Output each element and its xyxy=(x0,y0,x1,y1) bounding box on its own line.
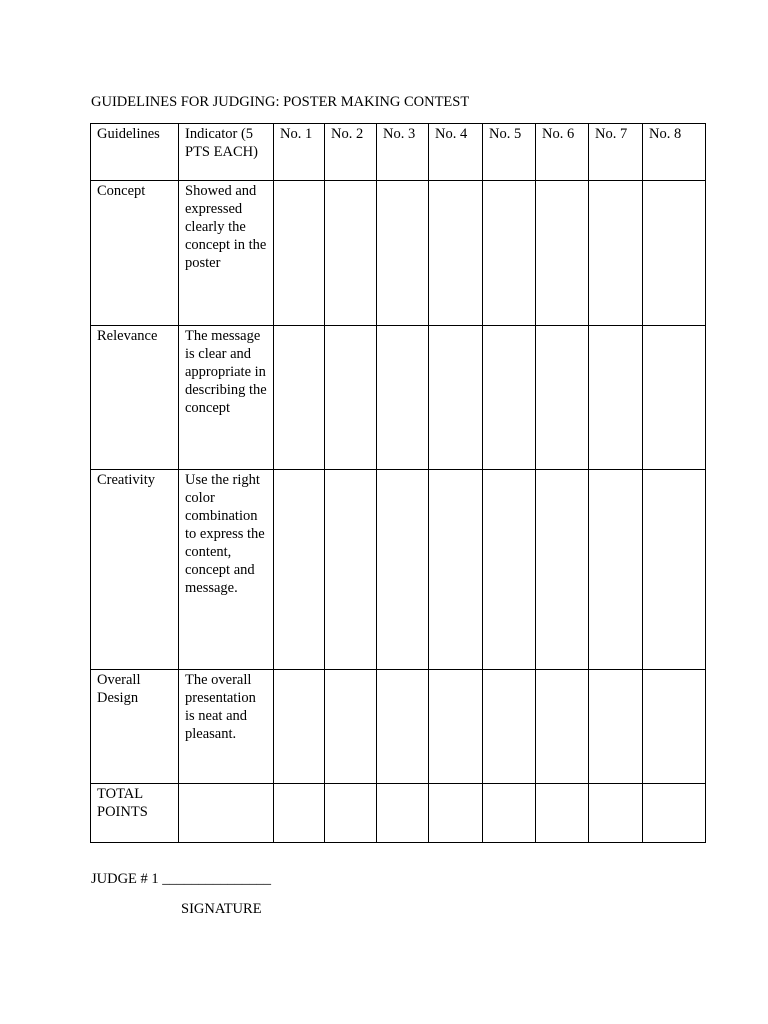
indicator-cell: Showed and expressed clearly the concept in the poster xyxy=(179,181,274,326)
score-cell[interactable] xyxy=(643,470,706,670)
header-entry-3: No. 3 xyxy=(377,124,429,181)
score-cell[interactable] xyxy=(377,181,429,326)
judge-signature-line: JUDGE # 1 _______________ xyxy=(91,871,272,887)
score-cell[interactable] xyxy=(274,670,325,784)
score-cell[interactable] xyxy=(274,326,325,470)
score-cell[interactable] xyxy=(643,181,706,326)
table-row xyxy=(91,181,706,326)
total-row xyxy=(91,784,706,843)
indicator-cell: The message is clear and appropriate in describing the concept xyxy=(179,326,274,470)
total-score-cell[interactable] xyxy=(274,784,325,843)
header-entry-6: No. 6 xyxy=(536,124,589,181)
document-title: GUIDELINES FOR JUDGING: POSTER MAKING CONTEST xyxy=(91,94,470,110)
score-cell[interactable] xyxy=(325,470,377,670)
guideline-cell: Creativity xyxy=(91,470,179,670)
score-cell[interactable] xyxy=(536,470,589,670)
indicator-cell: Use the right color combination to express the content, concept and message. xyxy=(179,470,274,670)
score-cell[interactable] xyxy=(429,326,483,470)
score-cell[interactable] xyxy=(643,326,706,470)
score-cell[interactable] xyxy=(483,470,536,670)
total-score-cell[interactable] xyxy=(429,784,483,843)
score-cell[interactable] xyxy=(536,670,589,784)
guideline-cell: Overall Design xyxy=(91,670,179,784)
table-row xyxy=(91,470,706,670)
table-row xyxy=(91,670,706,784)
total-score-cell[interactable] xyxy=(483,784,536,843)
table-header-row xyxy=(91,124,706,181)
score-cell[interactable] xyxy=(274,470,325,670)
score-cell[interactable] xyxy=(429,181,483,326)
score-cell[interactable] xyxy=(589,670,643,784)
header-indicator: Indicator (5 PTS EACH) xyxy=(179,124,274,181)
header-entry-5: No. 5 xyxy=(483,124,536,181)
score-cell[interactable] xyxy=(377,670,429,784)
score-cell[interactable] xyxy=(589,181,643,326)
score-cell[interactable] xyxy=(483,181,536,326)
score-cell[interactable] xyxy=(377,326,429,470)
guideline-cell: Relevance xyxy=(91,326,179,470)
score-cell[interactable] xyxy=(483,326,536,470)
header-guidelines: Guidelines xyxy=(91,124,179,181)
score-cell[interactable] xyxy=(589,470,643,670)
total-score-cell[interactable] xyxy=(377,784,429,843)
indicator-cell: The overall presentation is neat and pleasant. xyxy=(179,670,274,784)
signature-label: SIGNATURE xyxy=(181,901,262,917)
score-cell[interactable] xyxy=(536,326,589,470)
header-entry-7: No. 7 xyxy=(589,124,643,181)
score-cell[interactable] xyxy=(643,670,706,784)
guideline-cell: Concept xyxy=(91,181,179,326)
total-score-cell[interactable] xyxy=(643,784,706,843)
total-label: TOTAL POINTS xyxy=(91,784,179,843)
table-row xyxy=(91,326,706,470)
score-cell[interactable] xyxy=(377,470,429,670)
total-score-cell[interactable] xyxy=(325,784,377,843)
header-entry-8: No. 8 xyxy=(643,124,706,181)
score-cell[interactable] xyxy=(429,670,483,784)
judging-table xyxy=(90,123,706,843)
score-cell[interactable] xyxy=(325,181,377,326)
score-cell[interactable] xyxy=(274,181,325,326)
score-cell[interactable] xyxy=(325,670,377,784)
score-cell[interactable] xyxy=(536,181,589,326)
header-entry-1: No. 1 xyxy=(274,124,325,181)
header-entry-4: No. 4 xyxy=(429,124,483,181)
score-cell[interactable] xyxy=(429,470,483,670)
score-cell[interactable] xyxy=(589,326,643,470)
score-cell[interactable] xyxy=(325,326,377,470)
total-score-cell[interactable] xyxy=(589,784,643,843)
total-score-cell[interactable] xyxy=(536,784,589,843)
score-cell[interactable] xyxy=(483,670,536,784)
header-entry-2: No. 2 xyxy=(325,124,377,181)
total-indicator-cell xyxy=(179,784,274,843)
